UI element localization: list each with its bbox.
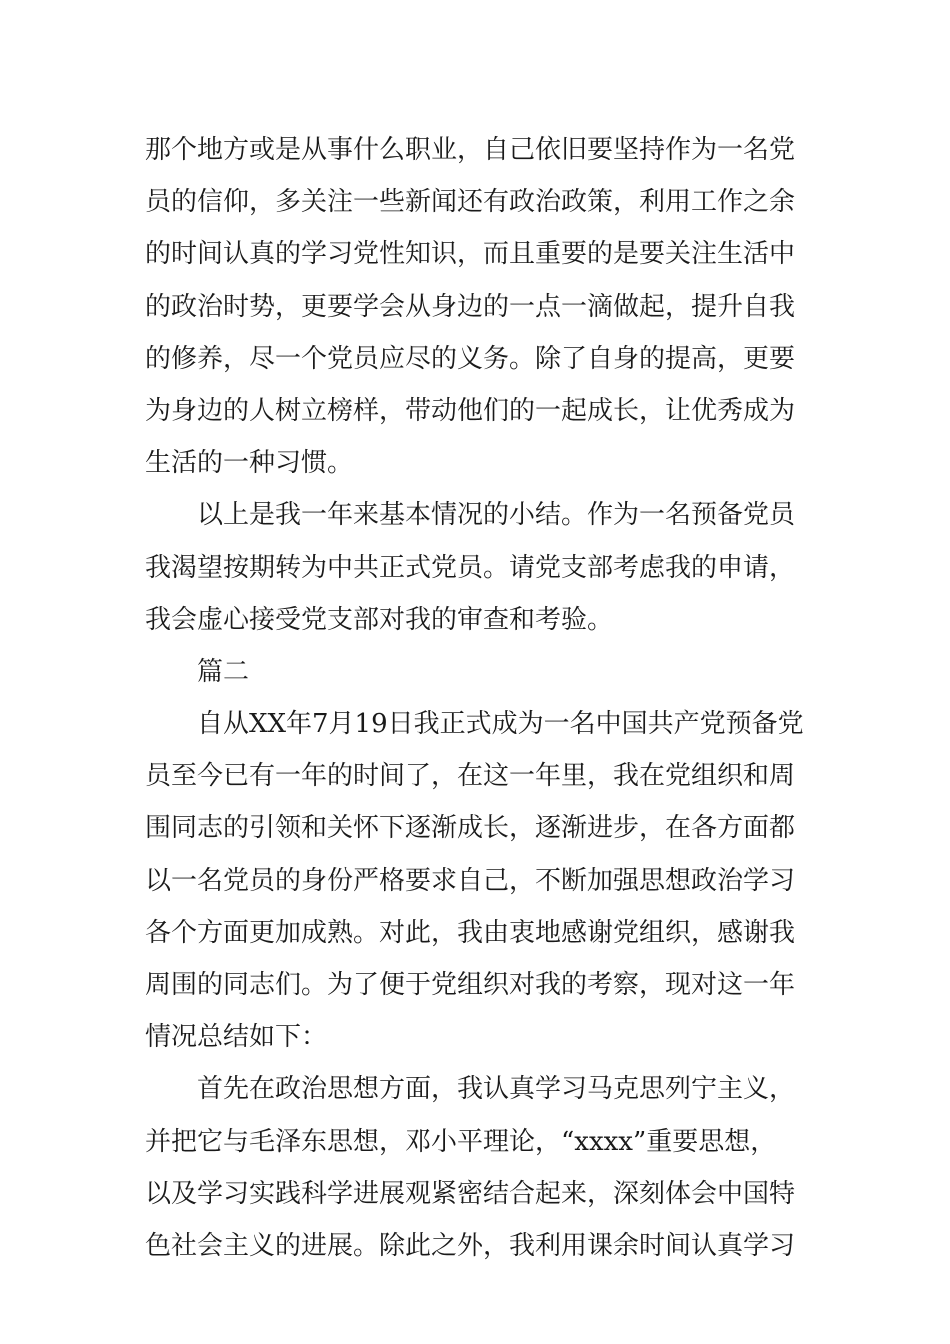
text-line: 各个方面更加成熟。对此，我由衷地感谢党组织，感谢我	[145, 917, 796, 948]
text-line: 那个地方或是从事什么职业，自己依旧要坚持作为一名党	[145, 135, 796, 165]
text-line: 我渴望按期转为中共正式党员。请党支部考虑我的申请，	[145, 552, 796, 583]
text-line: 的时间认真的学习党性知识，而且重要的是要关注生活中	[145, 239, 796, 270]
text-line: 我会虚心接受党支部对我的审查和考验。	[145, 604, 614, 635]
text-line: 员至今已有一年的时间了，在这一年里，我在党组织和周	[145, 761, 796, 792]
text-line: 篇二	[197, 656, 250, 687]
text-line: 围同志的引领和关怀下逐渐成长，逐渐进步，在各方面都	[145, 813, 796, 844]
text-line: 周围的同志们。为了便于党组织对我的考察，现对这一年	[145, 970, 796, 1000]
text-line: 情况总结如下：	[145, 1022, 328, 1053]
text-line: 自从XX年7月19日我正式成为一名中国共产党预备党	[197, 709, 804, 740]
text-line: 以上是我一年来基本情况的小结。作为一名预备党员	[197, 500, 796, 531]
text-line: 色社会主义的进展。除此之外，我利用课余时间认真学习	[145, 1230, 796, 1261]
text-line: 以一名党员的身份严格要求自己，不断加强思想政治学习	[145, 865, 796, 896]
document-body	[145, 124, 810, 1272]
text-line: 为身边的人树立榜样，带动他们的一起成长，让优秀成为	[145, 395, 796, 426]
text-line: 的修养，尽一个党员应尽的义务。除了自身的提高，更要	[145, 343, 796, 374]
text-line: 生活的一种习惯。	[145, 448, 354, 479]
text-line: 以及学习实践科学进展观紧密结合起来，深刻体会中国特	[145, 1178, 796, 1209]
text-line: 并把它与毛泽东思想，邓小平理论，“xxxx”重要思想，	[145, 1126, 777, 1157]
text-line: 首先在政治思想方面，我认真学习马克思列宁主义，	[197, 1074, 796, 1105]
text-line: 员的信仰，多关注一些新闻还有政治政策，利用工作之余	[145, 187, 796, 218]
text-line: 的政治时势，更要学会从身边的一点一滴做起，提升自我	[145, 291, 796, 322]
